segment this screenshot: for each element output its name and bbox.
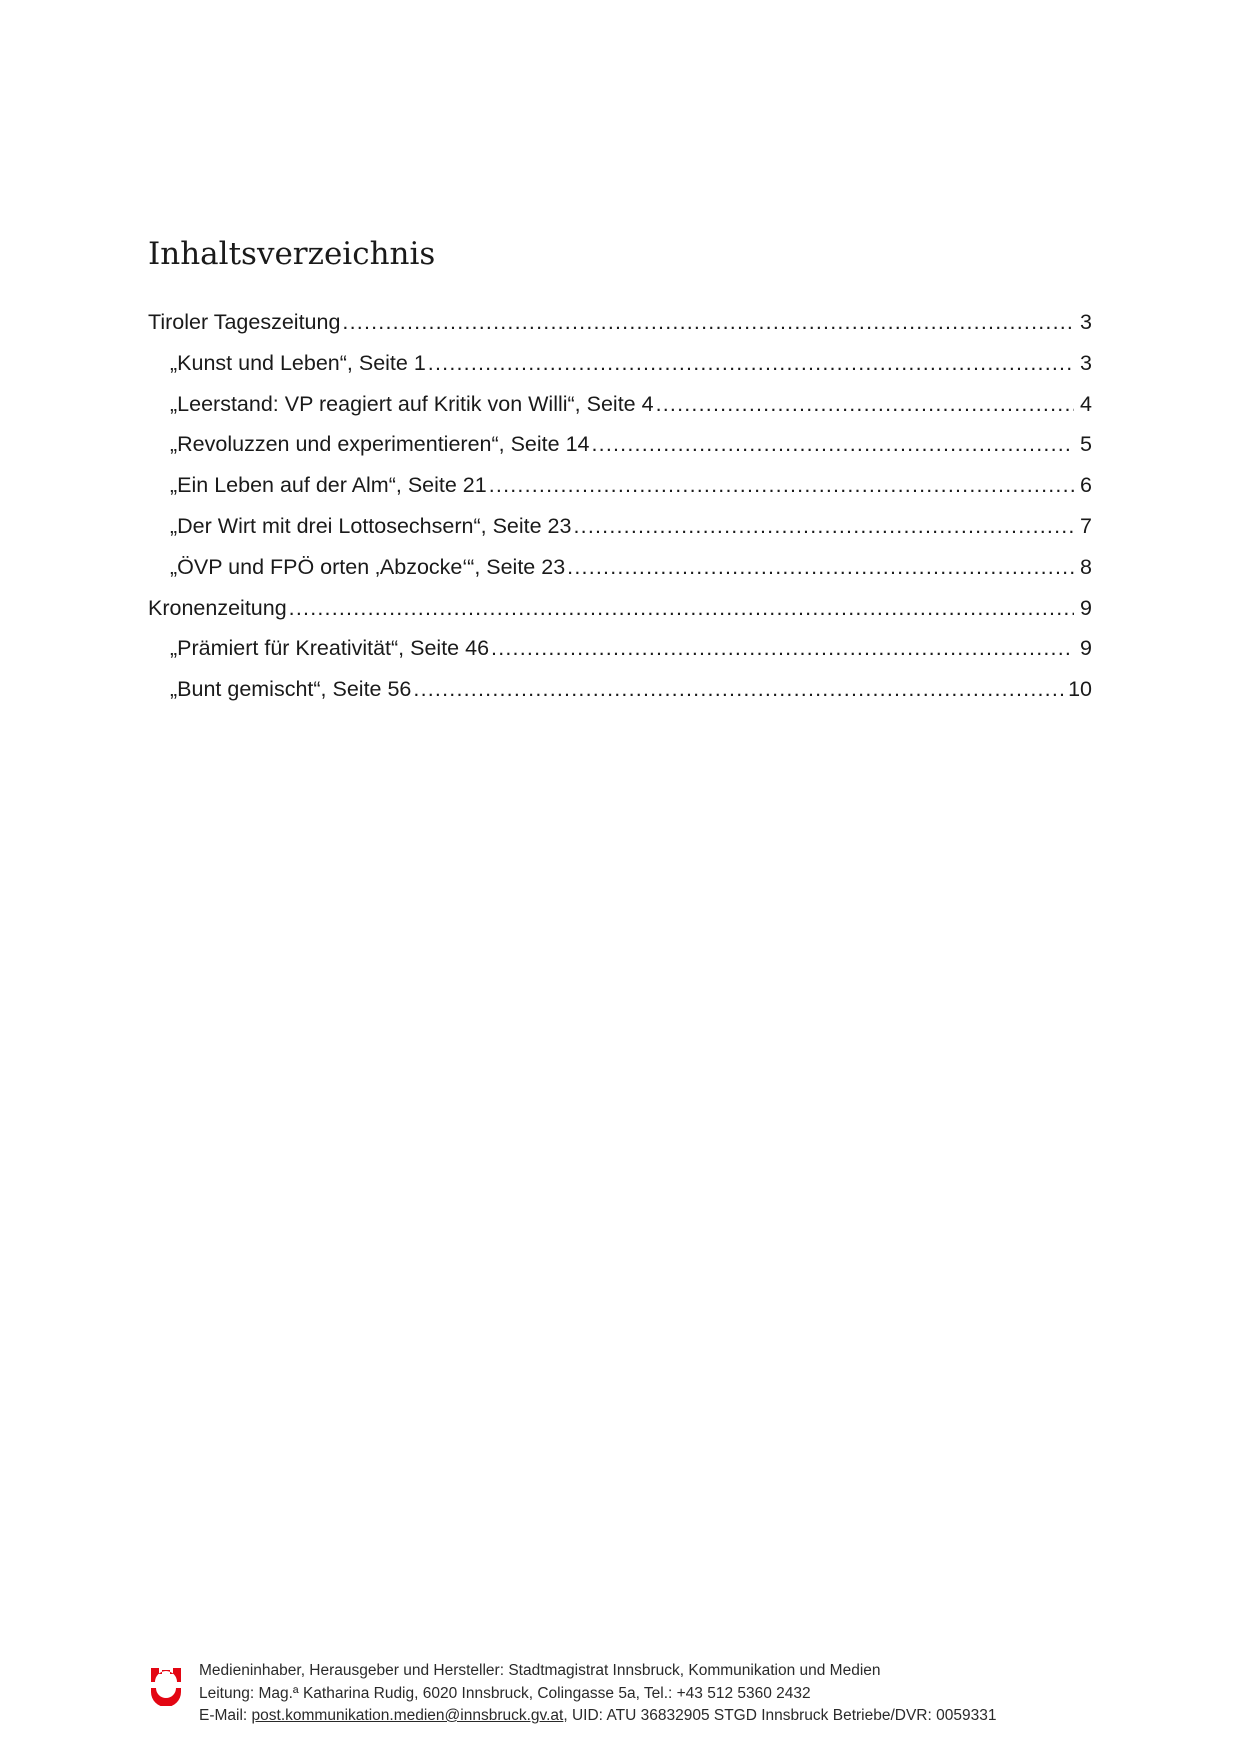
footer-line-publisher: Medieninhaber, Herausgeber und Hersteller: Stadtmagistrat Innsbruck, Kommunikation und Medien	[199, 1662, 881, 1679]
toc-entry-label: „Der Wirt mit drei Lottosechsern“, Seite 23	[170, 513, 572, 538]
toc-entry-page: 4	[1080, 391, 1092, 416]
toc-entry[interactable]	[148, 628, 1092, 669]
toc-entry-label: Tiroler Tageszeitung	[148, 310, 341, 334]
footer-line-management: Leitung: Mag.ª Katharina Rudig, 6020 Innsbruck, Colingasse 5a, Tel.: +43 512 5360 2432	[199, 1684, 811, 1702]
toc-entry-page: 7	[1080, 513, 1092, 538]
toc-entry-page: 3	[1080, 350, 1092, 375]
toc-leader	[289, 588, 1074, 629]
toc-leader	[413, 669, 1064, 710]
toc-entry-page: 5	[1080, 432, 1092, 457]
toc-leader	[573, 506, 1074, 547]
toc-leader	[656, 384, 1074, 425]
toc-entry-page: 9	[1080, 636, 1092, 661]
toc-entry[interactable]	[148, 384, 1092, 425]
toc-leader	[491, 628, 1074, 669]
table-of-contents	[148, 302, 1092, 710]
footer-imprint	[199, 1660, 996, 1728]
toc-title: Inhaltsverzeichnis	[148, 236, 436, 272]
toc-leader	[567, 547, 1074, 588]
email-label: E-Mail:	[199, 1707, 252, 1724]
toc-leader	[489, 465, 1074, 506]
toc-entry-page: 9	[1080, 595, 1092, 620]
toc-entry-label: „Bunt gemischt“, Seite 56	[170, 677, 412, 702]
innsbruck-logo-icon	[150, 1666, 182, 1706]
toc-entry[interactable]	[148, 343, 1092, 384]
toc-entry-label: „Leerstand: VP reagiert auf Kritik von Willi“, Seite 4	[170, 391, 654, 416]
toc-entry-label: „Revoluzzen und experimentieren“, Seite 14	[170, 432, 590, 457]
toc-leader	[428, 343, 1074, 384]
toc-entry-page: 8	[1080, 554, 1092, 579]
toc-entry-page: 6	[1080, 473, 1092, 498]
toc-entry-page: 10	[1068, 677, 1092, 702]
toc-entry[interactable]	[148, 465, 1092, 506]
toc-entry-label: „Kunst und Leben“, Seite 1	[170, 350, 426, 375]
footer-line-contact	[199, 1705, 996, 1728]
toc-entry[interactable]	[148, 588, 1092, 629]
toc-entry[interactable]	[148, 424, 1092, 465]
toc-entry-page: 3	[1080, 310, 1092, 334]
toc-entry[interactable]	[148, 302, 1092, 343]
toc-entry[interactable]	[148, 506, 1092, 547]
toc-leader	[342, 302, 1074, 343]
footer-email-link[interactable]: post.kommunikation.medien@innsbruck.gv.at	[251, 1707, 564, 1724]
toc-entry-label: Kronenzeitung	[148, 595, 287, 620]
footer-uid-text: , UID: ATU 36832905 STGD Innsbruck Betriebe/DVR: 0059331	[563, 1707, 997, 1724]
toc-entry-label: „ÖVP und FPÖ orten ‚Abzocke‘“, Seite 23	[170, 554, 566, 579]
toc-entry-label: „Prämiert für Kreativität“, Seite 46	[170, 636, 490, 661]
toc-leader	[591, 424, 1074, 465]
toc-entry[interactable]	[148, 547, 1092, 588]
toc-entry-label: „Ein Leben auf der Alm“, Seite 21	[170, 473, 487, 498]
toc-entry[interactable]	[148, 669, 1092, 710]
